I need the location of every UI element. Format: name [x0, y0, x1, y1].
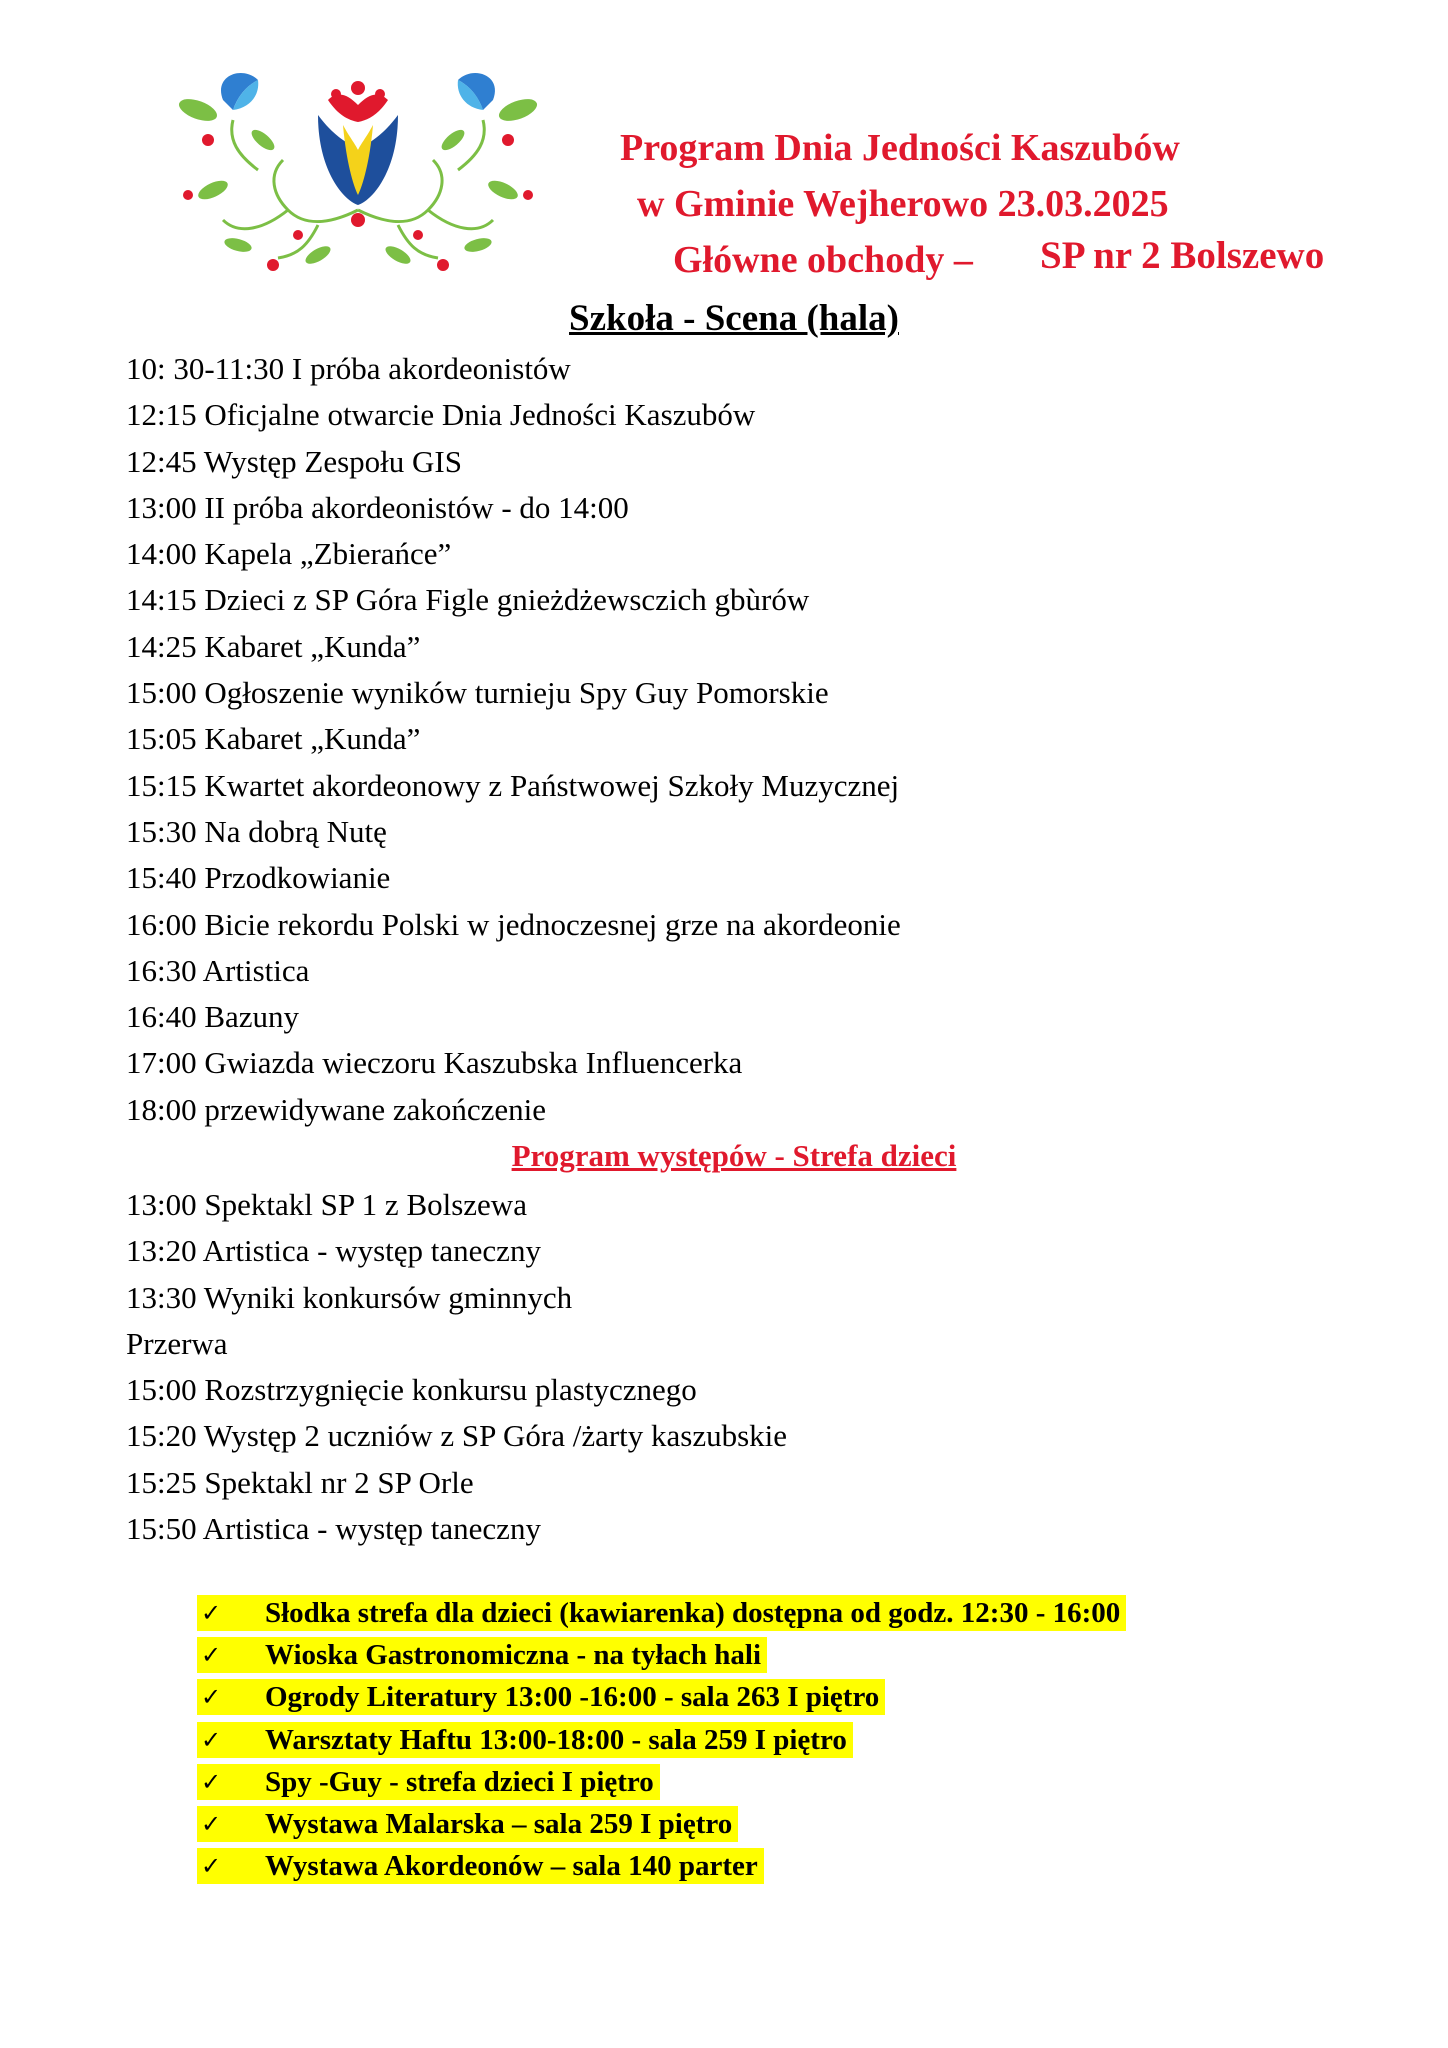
- checkmark-icon: ✓: [201, 1725, 222, 1754]
- schedule-item: 15:15 Kwartet akordeonowy z Państwowej Szkoły Muzycznej: [126, 767, 900, 803]
- schedule-item: 15:25 Spektakl nr 2 SP Orle: [126, 1464, 474, 1500]
- highlight-text: Spy -Guy - strefa dzieci I piętro: [265, 1765, 654, 1798]
- checkmark-icon: ✓: [201, 1641, 222, 1670]
- kids-zone-heading: Program występów - Strefa dzieci: [511, 1138, 957, 1173]
- header-venue: SP nr 2 Bolszewo: [1040, 234, 1325, 277]
- checkmark-icon: ✓: [201, 1683, 222, 1712]
- schedule-item: 18:00 przewidywane zakończenie: [126, 1091, 547, 1127]
- highlight-item: [197, 1634, 1126, 1676]
- schedule-item: 13:30 Wyniki konkursów gminnych: [126, 1279, 573, 1315]
- kids-zone-schedule: [126, 1182, 787, 1552]
- highlights-list: [197, 1592, 1126, 1887]
- schedule-item: 13:00 II próba akordeonistów - do 14:00: [126, 489, 629, 525]
- schedule-item: 15:05 Kabaret „Kunda”: [126, 721, 421, 757]
- kashubian-flower-ornament-icon: [168, 60, 548, 280]
- schedule-item: 14:15 Dzieci z SP Góra Figle gnieżdżewsczich gbùrów: [126, 582, 810, 618]
- header-title-line2: w Gminie Wejherowo 23.03.2025: [637, 183, 1169, 225]
- schedule-item: 15:50 Artistica - występ taneczny: [126, 1511, 541, 1547]
- schedule-item: 15:00 Ogłoszenie wyników turnieju Spy Guy Pomorskie: [126, 675, 829, 711]
- header-title-line3: Główne obchody –: [673, 239, 973, 281]
- checkmark-icon: ✓: [201, 1599, 222, 1628]
- highlight-text: Ogrody Literatury 13:00 -16:00 - sala 263 I piętro: [265, 1681, 880, 1714]
- schedule-item: 13:00 Spektakl SP 1 z Bolszewa: [126, 1187, 527, 1222]
- schedule-item: 12:45 Występ Zespołu GIS: [126, 443, 462, 479]
- highlight-item: [197, 1592, 1126, 1634]
- highlight-item: [197, 1845, 1126, 1887]
- schedule-item: 16:40 Bazuny: [126, 999, 300, 1035]
- schedule-item: 16:00 Bicie rekordu Polski w jednoczesnej grze na akordeonie: [126, 906, 901, 942]
- highlight-item: [197, 1761, 1126, 1803]
- checkmark-icon: ✓: [201, 1810, 222, 1839]
- schedule-item: 12:15 Oficjalne otwarcie Dnia Jedności Kaszubów: [126, 397, 756, 433]
- highlight-item: [197, 1719, 1126, 1761]
- schedule-item: 14:25 Kabaret „Kunda”: [126, 628, 421, 664]
- schedule-item: 15:00 Rozstrzygnięcie konkursu plastycznego: [126, 1372, 697, 1408]
- checkmark-icon: ✓: [201, 1852, 222, 1881]
- highlight-text: Wystawa Akordeonów – sala 140 parter: [265, 1850, 758, 1883]
- highlight-text: Wioska Gastronomiczna - na tyłach hali: [265, 1639, 762, 1672]
- main-stage-schedule: [126, 346, 901, 1133]
- highlight-text: Słodka strefa dla dzieci (kawiarenka) dostępna od godz. 12:30 - 16:00: [265, 1597, 1121, 1630]
- highlight-item: [197, 1803, 1126, 1845]
- schedule-item: 15:40 Przodkowianie: [126, 860, 391, 896]
- highlight-text: Wystawa Malarska – sala 259 I piętro: [265, 1808, 733, 1841]
- schedule-item: 15:20 Występ 2 uczniów z SP Góra /żarty kaszubskie: [126, 1418, 788, 1454]
- checkmark-icon: ✓: [201, 1767, 222, 1796]
- schedule-item: 17:00 Gwiazda wieczoru Kaszubska Influencerka: [126, 1045, 743, 1081]
- schedule-item: 13:20 Artistica - występ taneczny: [126, 1233, 541, 1269]
- highlight-item: [197, 1676, 1126, 1718]
- schedule-item: 16:30 Artistica: [126, 952, 310, 988]
- schedule-item: 10: 30-11:30 I próba akordeonistów: [126, 351, 571, 386]
- header-title-line1: Program Dnia Jedności Kaszubów: [620, 127, 1180, 169]
- highlight-text: Warsztaty Haftu 13:00-18:00 - sala 259 I piętro: [265, 1723, 847, 1756]
- schedule-item: 15:30 Na dobrą Nutę: [126, 813, 387, 849]
- schedule-item: Przerwa: [126, 1325, 228, 1361]
- main-stage-heading: Szkoła - Scena (hala): [569, 298, 899, 339]
- schedule-item: 14:00 Kapela „Zbierańce”: [126, 536, 452, 572]
